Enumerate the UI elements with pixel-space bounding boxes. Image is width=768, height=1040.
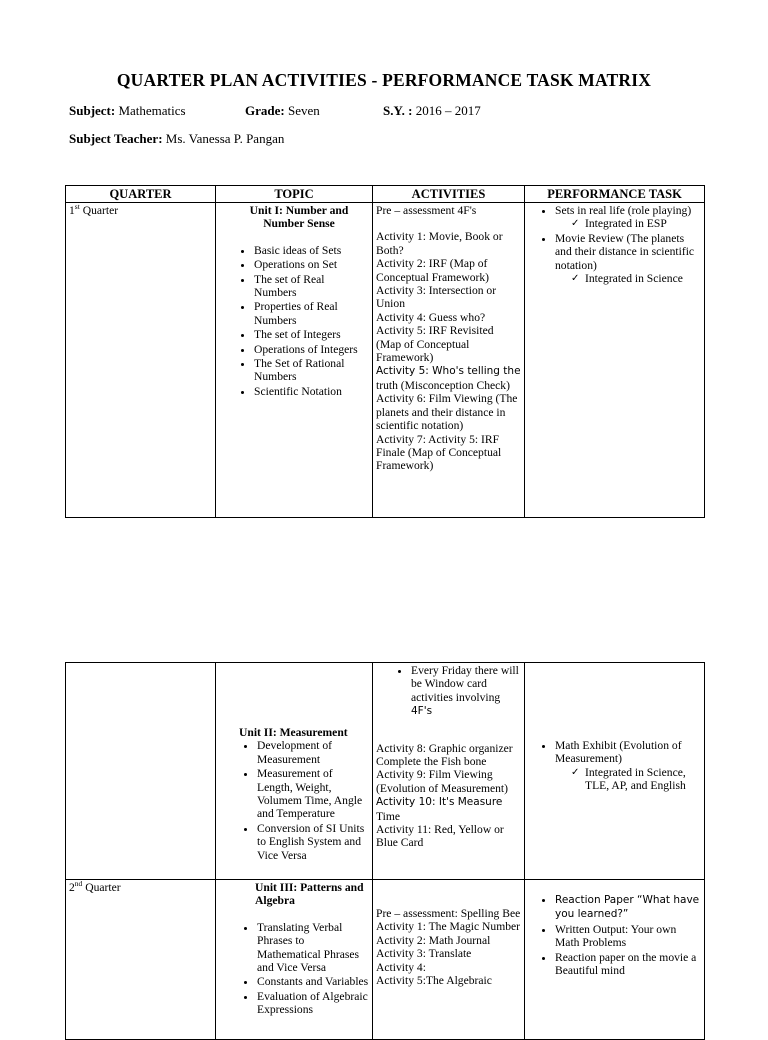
pre-assessment: Pre – assessment: Spelling Bee (376, 907, 521, 920)
task-list (528, 204, 701, 285)
header-topic: TOPIC (216, 186, 373, 203)
list-item: • Measurement of Length, Weight, Volumem Time, Angle and Temperature (257, 767, 369, 821)
quarter-2-row (66, 880, 705, 1040)
quarter-cell: 2nd Quarter (66, 880, 216, 1040)
list-item: • The set of Real Numbers (254, 273, 369, 300)
note-list (376, 664, 521, 719)
list-item: • Properties of Real Numbers (254, 300, 369, 327)
performance-task-cell (525, 880, 705, 1040)
list-item: • Math Exhibit (Evolution of Measurement) ✓ Integrated in Science, TLE, AP, and English (555, 739, 701, 793)
quarter-1-row (66, 203, 705, 518)
grade-value: Seven (287, 103, 320, 118)
activity-item: Activity 9: Film Viewing (Evolution of Measurement) (376, 768, 509, 795)
teacher-value: Ms. Vanessa P. Pangan (165, 131, 285, 146)
quarter-1-continued-row (66, 663, 705, 880)
check-icon: ✓ (571, 766, 580, 778)
quarter-cell: 1st Quarter (66, 203, 216, 518)
list-item: ✓ Integrated in Science (571, 272, 683, 286)
document-title: QUARTER PLAN ACTIVITIES - PERFORMANCE TASK MATRIX (116, 70, 652, 90)
list-item: ✓ Integrated in ESP (571, 217, 667, 231)
list-item: • Basic ideas of Sets (254, 244, 369, 257)
activity-item: Activity 3: Translate (376, 947, 472, 961)
list-item: • Sets in real life (role playing) ✓ Integrated in ESP (555, 204, 701, 231)
topic-list (219, 739, 369, 862)
topic-list (219, 921, 369, 1017)
list-item: • Constants and Variables (257, 975, 369, 988)
activity-item: Activity 3: Intersection or Union (376, 284, 497, 311)
list-item: • Reaction paper on the movie a Beautiful mind (555, 951, 701, 978)
school-year-label: S.Y. : (383, 103, 413, 118)
activity-item: Activity 4: Guess who? (376, 310, 486, 324)
list-item: • Operations of Integers (254, 343, 369, 356)
topic-list (219, 244, 369, 398)
list-item: • Written Output: Your own Math Problems (555, 923, 701, 950)
task-list (528, 739, 701, 793)
list-item: • Translating Verbal Phrases to Mathematical Phrases and Vice Versa (257, 921, 369, 975)
activities-cell (373, 880, 525, 1040)
activity-item: Activity 1: The Magic Number (376, 920, 521, 934)
list-item: • The Set of Rational Numbers (254, 357, 369, 384)
list-item: • Reaction Paper “What have you learned?” (555, 893, 701, 922)
list-item: • Operations on Set (254, 258, 369, 271)
unit-title: Unit III: Patterns and Algebra (255, 881, 364, 908)
school-year-value: 2016 – 2017 (415, 103, 481, 118)
activities-cell (373, 663, 525, 880)
list-item: ✓ Integrated in Science, TLE, AP, and English (571, 765, 686, 793)
pre-assessment: Pre – assessment 4F's (376, 204, 477, 217)
quarter-cell (66, 663, 216, 880)
activity-item: Activity 4: (376, 960, 426, 974)
subject-label: Subject: (69, 103, 116, 118)
list-item: • Conversion of SI Units to English System and Vice Versa (257, 822, 369, 862)
list-item: • Development of Measurement (257, 739, 369, 766)
grade-line (245, 103, 320, 119)
list-item: • Evaluation of Algebraic Expressions (257, 990, 369, 1017)
header-row (66, 186, 705, 203)
activity-item: Activity 5: Who's telling the truth (Misconception Check) (376, 365, 521, 392)
list-item: • Scientific Notation (254, 385, 369, 398)
activity-item: Activity 7: Activity 5: IRF Finale (Map of Conceptual Framework) (376, 432, 502, 473)
school-year-line (383, 103, 481, 119)
header-performance-task: PERFORMANCE TASK (525, 186, 705, 203)
activity-item: Activity 2: Math Journal (376, 933, 491, 947)
activity-item: Activity 5: IRF Revisited (Map of Conceptual Framework) (376, 324, 494, 365)
topic-cell (216, 203, 373, 518)
activity-item: Activity 2: IRF (Map of Conceptual Framework) (376, 257, 490, 284)
header-quarter: QUARTER (66, 186, 216, 203)
topic-cell (216, 663, 373, 880)
topic-cell (216, 880, 373, 1040)
check-icon: ✓ (571, 218, 580, 230)
teacher-label: Subject Teacher: (69, 131, 163, 146)
teacher-line (69, 131, 284, 147)
task-list (528, 893, 701, 977)
performance-task-cell (525, 203, 705, 518)
activity-item: Activity 10: It's Measure Time (376, 796, 503, 823)
list-item: • Every Friday there will be Window card activities involving 4F's (411, 664, 521, 719)
header-activities: ACTIVITIES (373, 186, 525, 203)
list-item: • Movie Review (The planets and their distance in scientific notation) ✓ Integrated in Science (555, 232, 701, 286)
activity-item: Activity 6: Film Viewing (The planets and their distance in scientific notation) (376, 392, 518, 433)
matrix-table-2 (65, 662, 705, 1040)
grade-label: Grade: (245, 103, 285, 118)
activities-cell (373, 203, 525, 518)
matrix-table-1 (65, 185, 705, 518)
check-icon: ✓ (571, 273, 580, 285)
subject-line (69, 103, 186, 119)
performance-task-cell (525, 663, 705, 880)
activity-item: Activity 8: Graphic organizer Complete the Fish bone (376, 741, 513, 769)
unit-title: Unit I: Number and Number Sense (249, 204, 349, 231)
unit-title: Unit II: Measurement (239, 726, 348, 739)
list-item: • The set of Integers (254, 328, 369, 341)
activity-item: Activity 1: Movie, Book or Both? (376, 230, 503, 257)
subject-value: Mathematics (118, 103, 186, 118)
activity-item: Activity 5:The Algebraic (376, 974, 492, 988)
activity-item: Activity 11: Red, Yellow or Blue Card (376, 823, 504, 850)
